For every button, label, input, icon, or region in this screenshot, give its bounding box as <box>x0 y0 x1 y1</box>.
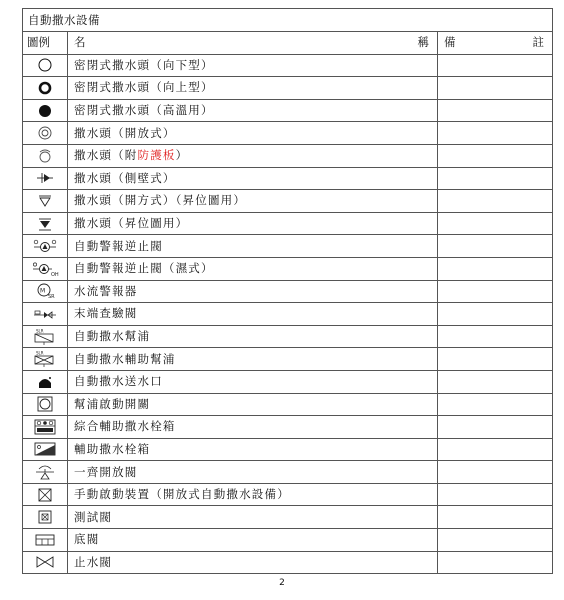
hose-box-icon <box>33 440 57 458</box>
note-cell <box>438 303 553 326</box>
note-header-left: 備 <box>444 35 456 50</box>
guarded-circle-icon <box>35 147 55 165</box>
flow-alarm-icon <box>33 282 57 300</box>
legend-cell <box>23 167 68 190</box>
side-wall-sprinkler-icon <box>34 169 56 187</box>
table-row <box>23 190 553 213</box>
name-cell: 幫浦啟動開關 <box>68 393 438 416</box>
name-cell: 撒水頭（側壁式） <box>68 167 438 190</box>
name-header-right: 稱 <box>417 35 429 50</box>
legend-cell <box>23 461 68 484</box>
name-cell: 測試閥 <box>68 506 438 529</box>
name-cell: 輔助撒水栓箱 <box>68 438 438 461</box>
double-circle-icon <box>35 124 55 142</box>
note-cell <box>438 348 553 371</box>
table-row <box>23 529 553 552</box>
name-cell: 止水閥 <box>68 551 438 574</box>
alarm-check-valve-icon <box>32 237 58 255</box>
table-row <box>23 551 553 574</box>
note-cell <box>438 393 553 416</box>
note-cell <box>438 99 553 122</box>
legend-cell <box>23 506 68 529</box>
legend-cell <box>23 483 68 506</box>
name-cell: 自動撒水輔助幫浦 <box>68 348 438 371</box>
svg-text:SR: SR <box>48 294 55 301</box>
note-cell <box>438 144 553 167</box>
note-header <box>438 32 553 55</box>
table-row <box>23 280 553 303</box>
legend-cell <box>23 122 68 145</box>
note-cell <box>438 257 553 280</box>
name-cell: 撒水頭（開方式）（昇位圖用） <box>68 190 438 213</box>
legend-cell <box>23 54 68 77</box>
alarm-check-valve-wet-icon <box>31 260 59 278</box>
legend-table <box>22 8 553 574</box>
legend-cell <box>23 235 68 258</box>
legend-cell <box>23 393 68 416</box>
note-cell <box>438 167 553 190</box>
name-cell: 密閉式撒水頭（向下型） <box>68 54 438 77</box>
legend-cell <box>23 77 68 100</box>
table-title: 自動撒水設備 <box>23 9 553 32</box>
legend-cell <box>23 416 68 439</box>
table-row <box>23 393 553 416</box>
ring-circle-icon <box>35 79 55 97</box>
legend-cell <box>23 325 68 348</box>
table-row <box>23 303 553 326</box>
table-row <box>23 370 553 393</box>
legend-cell <box>23 280 68 303</box>
table-row <box>23 235 553 258</box>
sprinkler-pump-icon <box>32 328 58 346</box>
note-cell <box>438 416 553 439</box>
name-cell: 密閉式撒水頭（向上型） <box>68 77 438 100</box>
name-cell: 一齊開放閥 <box>68 461 438 484</box>
note-cell <box>438 438 553 461</box>
legend-header: 圖例 <box>23 32 68 55</box>
table-row <box>23 167 553 190</box>
svg-text:M: M <box>40 287 46 295</box>
test-valve-box-icon <box>35 508 55 526</box>
legend-cell <box>23 144 68 167</box>
manual-start-device-icon <box>35 486 55 504</box>
table-row <box>23 77 553 100</box>
bottom-valve-icon <box>33 531 57 549</box>
filled-triangle-icon <box>35 215 55 233</box>
note-cell <box>438 122 553 145</box>
table-row <box>23 483 553 506</box>
name-cell: 撒水頭（開放式） <box>68 122 438 145</box>
table-title-row <box>23 9 553 32</box>
note-cell <box>438 325 553 348</box>
note-cell <box>438 77 553 100</box>
name-cell: 手動啟動裝置（開放式自動撒水設備） <box>68 483 438 506</box>
note-cell <box>438 212 553 235</box>
stop-valve-icon <box>33 553 57 571</box>
name-cell: 自動撒水送水口 <box>68 370 438 393</box>
table-row <box>23 144 553 167</box>
table-row <box>23 348 553 371</box>
name-cell: 自動警報逆止閥 <box>68 235 438 258</box>
note-cell <box>438 190 553 213</box>
filled-circle-icon <box>35 102 55 120</box>
table-row <box>23 438 553 461</box>
deluge-valve-icon <box>33 463 57 481</box>
note-cell <box>438 461 553 484</box>
svg-text:SLR: SLR <box>36 328 44 334</box>
page-number: 2 <box>279 578 285 588</box>
note-cell <box>438 54 553 77</box>
legend-cell <box>23 212 68 235</box>
name-cell: 密閉式撒水頭（高溫用） <box>68 99 438 122</box>
auxiliary-pump-icon <box>32 350 58 368</box>
legend-cell <box>23 529 68 552</box>
name-cell: 自動撒水幫浦 <box>68 325 438 348</box>
table-row <box>23 99 553 122</box>
name-cell: 水流警報器 <box>68 280 438 303</box>
table-row <box>23 416 553 439</box>
highlighted-term: 防護板 <box>137 148 176 163</box>
open-circle-icon <box>35 56 55 74</box>
name-header <box>68 32 438 55</box>
svg-text:SLR: SLR <box>36 350 44 356</box>
name-cell: 底閥 <box>68 529 438 552</box>
name-cell: 自動警報逆止閥（濕式） <box>68 257 438 280</box>
note-cell <box>438 235 553 258</box>
table-row <box>23 212 553 235</box>
open-triangle-icon <box>35 192 55 210</box>
legend-cell <box>23 257 68 280</box>
note-cell <box>438 370 553 393</box>
name-header-left: 名 <box>74 35 86 50</box>
note-cell <box>438 506 553 529</box>
table-row <box>23 325 553 348</box>
svg-text:OH: OH <box>51 271 59 278</box>
legend-cell <box>23 348 68 371</box>
table-row <box>23 54 553 77</box>
legend-cell <box>23 99 68 122</box>
header-row <box>23 32 553 55</box>
note-cell <box>438 280 553 303</box>
legend-cell <box>23 551 68 574</box>
table-row <box>23 257 553 280</box>
table-row <box>23 122 553 145</box>
legend-cell <box>23 438 68 461</box>
water-inlet-icon <box>35 373 55 391</box>
note-cell <box>438 529 553 552</box>
name-cell: 撒水頭（附防護板） <box>68 144 438 167</box>
combined-hose-box-icon <box>33 418 57 436</box>
table-row <box>23 506 553 529</box>
name-cell: 末端查驗閥 <box>68 303 438 326</box>
note-header-right: 註 <box>532 35 544 50</box>
pump-start-switch-icon <box>35 395 55 413</box>
name-cell: 綜合輔助撒水栓箱 <box>68 416 438 439</box>
test-valve-icon <box>32 305 58 323</box>
equipment-legend-sheet <box>22 8 552 574</box>
note-cell <box>438 551 553 574</box>
legend-cell <box>23 370 68 393</box>
table-row <box>23 461 553 484</box>
note-cell <box>438 483 553 506</box>
legend-cell <box>23 303 68 326</box>
legend-cell <box>23 190 68 213</box>
name-cell: 撒水頭（昇位圖用） <box>68 212 438 235</box>
